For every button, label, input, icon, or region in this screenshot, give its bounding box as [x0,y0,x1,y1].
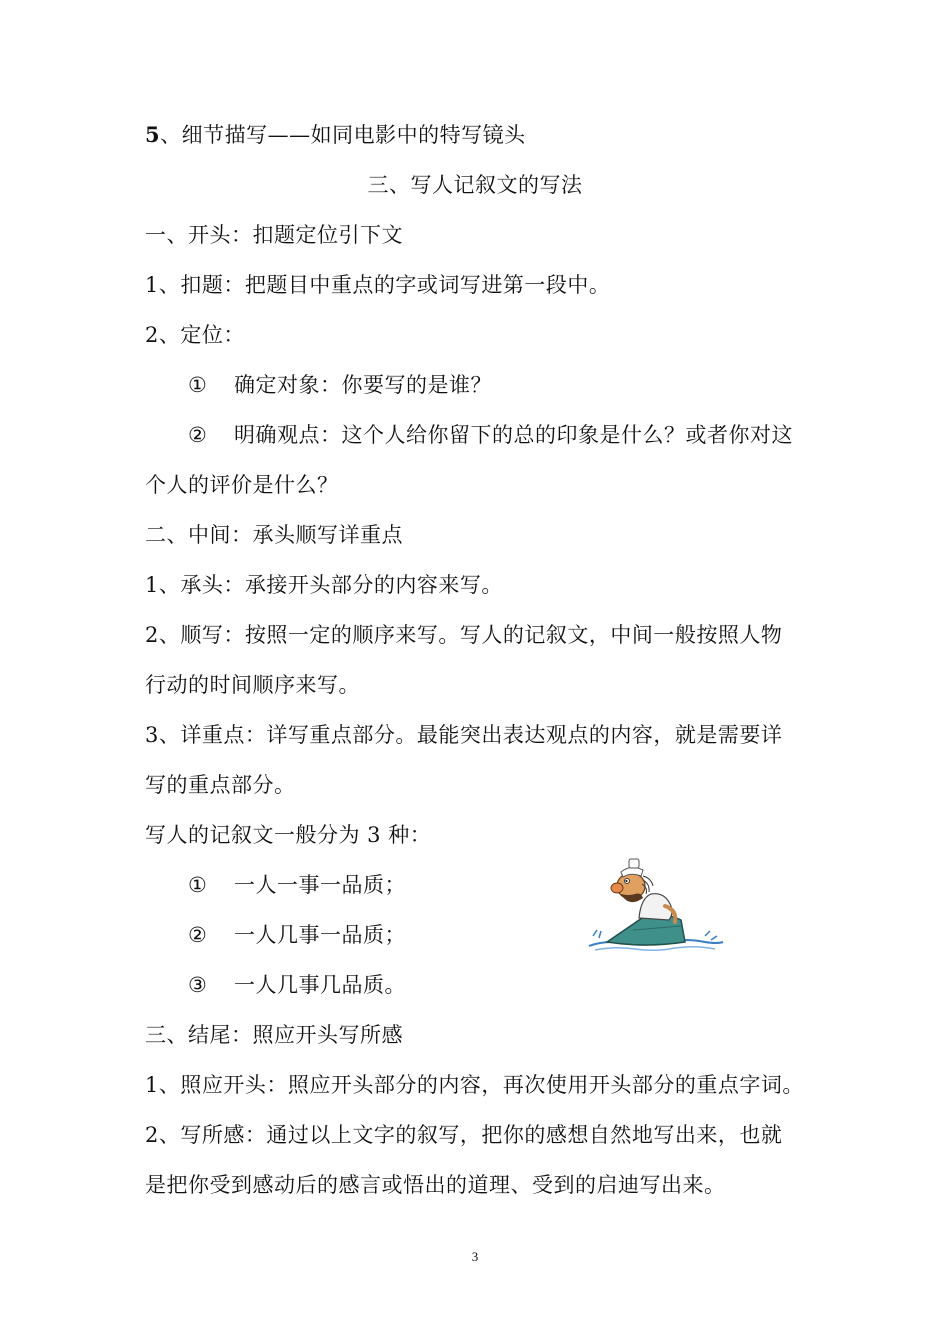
paragraph-line: 是把你受到感动后的感言或悟出的道理、受到的启迪写出来。 [145,1173,726,1197]
list-item-text: 明确观点：这个人给你留下的总的印象是什么？或者你对这 [234,423,793,447]
list-item [188,871,406,899]
list-marker: ② [188,423,208,447]
list-marker: ③ [188,973,208,997]
list-marker: ① [188,873,208,897]
paragraph-line: 3、详重点：详写重点部分。最能突出表达观点的内容，就是需要详 [145,723,783,747]
list-item-text: 一人几事几品质。 [234,973,406,997]
list-item-text: 一人几事一品质； [234,923,406,947]
sailor-boat-clipart-icon [585,850,725,956]
subsection-heading-middle: 二、中间：承头顺写详重点 [145,523,403,547]
paragraph-line: 2、定位： [145,323,245,347]
paragraph-line: 2、写所感：通过以上文字的叙写，把你的感想自然地写出来，也就 [145,1123,783,1147]
heading-detail-description [145,121,526,149]
paragraph-line: 1、承头：承接开头部分的内容来写。 [145,573,503,597]
page-number: 3 [471,1249,479,1264]
section-title: 三、写人记叙文的写法 [367,173,583,197]
paragraph-line: 写的重点部分。 [145,773,296,797]
paragraph-line: 2、顺写：按照一定的顺序来写。写人的记叙文，中间一般按照人物 [145,623,783,647]
list-item [188,971,406,999]
list-item [188,921,406,949]
subsection-heading-ending: 三、结尾：照应开头写所感 [145,1023,403,1047]
list-marker: ② [188,923,208,947]
subsection-heading-opening: 一、开头：扣题定位引下文 [145,223,403,247]
paragraph-line: 行动的时间顺序来写。 [145,673,360,697]
list-item [188,421,793,449]
list-marker: ① [188,373,208,397]
paragraph-line: 1、扣题：把题目中重点的字或词写进第一段中。 [145,273,611,297]
heading-text: 、细节描写——如同电影中的特写镜头 [160,123,526,147]
paragraph-line: 个人的评价是什么？ [145,473,339,497]
list-item [188,371,492,399]
heading-number: 5 [145,122,161,147]
list-item-text: 确定对象：你要写的是谁？ [234,373,492,397]
paragraph-line: 1、照应开头：照应开头部分的内容，再次使用开头部分的重点字词。 [145,1073,804,1097]
list-item-text: 一人一事一品质； [234,873,406,897]
paragraph-line: 写人的记叙文一般分为 3 种： [145,823,432,847]
